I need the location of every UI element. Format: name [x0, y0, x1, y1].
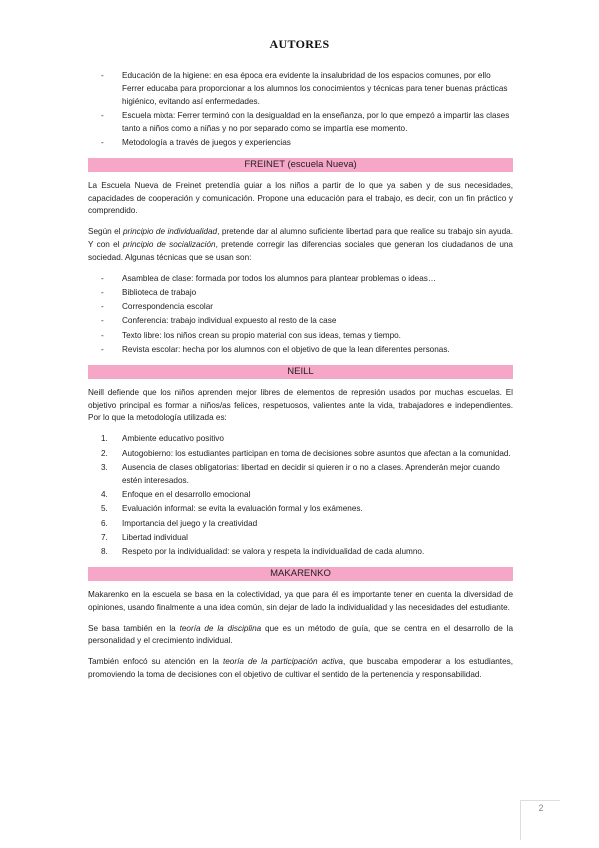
freinet-techniques-list: [88, 273, 513, 357]
list-item: - Educación de la higiene: en esa época era evidente la insalubridad de los espacios comunes, por ello Ferrer educaba para proporcionar a los alumnos los conocimientos y técnicas para tener buenas prácticas higiénico, evitando así enfermedades.: [88, 70, 513, 108]
list-item: [88, 448, 513, 461]
list-item: [88, 489, 513, 502]
emphasis-text: teoría de la participación activa: [222, 657, 343, 667]
neill-paragraph-1: Neill defiende que los niños aprenden mejor libres de elementos de represión usados por muchas escuelas. El objetivo principal es formar a niños/as felices, respetuosos, valientes ante la vida, trabajadores e independientes. Por lo que la metodología utilizada es:: [88, 387, 513, 423]
list-number: 8.: [101, 547, 108, 557]
list-number: 6.: [101, 518, 108, 528]
emphasis-text: principio de socialización: [122, 239, 216, 249]
list-item: - Escuela mixta: Ferrer terminó con la desigualdad en la enseñanza, por lo que empezó a impartir las clases tanto a niños como a niñas y no por separado como se impartía ese momento.: [88, 110, 513, 136]
list-number: 1.: [101, 434, 108, 444]
intro-list: [88, 70, 513, 150]
text-span: Según el: [88, 227, 123, 237]
list-number: 2.: [101, 448, 108, 458]
text-span: Se basa también en la: [88, 623, 180, 633]
page-number-divider-vertical: [520, 800, 521, 840]
makarenko-paragraph-2: [88, 623, 513, 649]
section-heading-freinet: FREINET (escuela Nueva): [88, 158, 513, 172]
list-item: - Biblioteca de trabajo: [88, 287, 513, 300]
page-content: [88, 70, 513, 690]
list-number: 3.: [101, 462, 108, 472]
neill-methodology-list: [88, 433, 513, 559]
page-number: 2: [538, 803, 544, 813]
list-item-text: Autogobierno: los estudiantes participan en toma de decisiones sobre asuntos que afectan a la comunidad.: [122, 448, 511, 458]
text-span: , pretende dar al alumno suficiente libertad para que realice su trabajo sin ayuda. Y con el: [88, 227, 513, 249]
makarenko-paragraph-1: Makarenko en la escuela se basa en la colectividad, ya que para él es importante tener en cuenta la diversidad de opiniones, usando finalmente a una idea común, sin dejar de lado la individualidad y las necesidades del estudiante.: [88, 589, 513, 612]
emphasis-text: teoría de la disciplina: [179, 623, 262, 633]
freinet-paragraph-1: La Escuela Nueva de Freinet pretendía guiar a los niños a partir de lo que ya saben y de sus necesidades, capacidades de cooperación y comunicación. Propone una educación para el trabajo, es decir, con un fin práctico y comprendido.: [88, 180, 513, 216]
list-item: - Texto libre: los niños crean su propio material con sus ideas, temas y tiempo.: [88, 330, 513, 343]
list-item-text: Ambiente educativo positivo: [122, 434, 224, 444]
list-item: - Conferencia: trabajo individual expuesto al resto de la case: [88, 315, 513, 328]
list-item-text: Evaluación informal: se evita la evaluación formal y los exámenes.: [122, 504, 363, 514]
list-item: - Metodología a través de juegos y experiencias: [88, 137, 513, 150]
list-item: - Asamblea de clase: formada por todos los alumnos para plantear problemas o ideas…: [88, 273, 513, 286]
list-item: [88, 546, 513, 559]
makarenko-paragraph-3: [88, 656, 513, 682]
list-number: 5.: [101, 504, 108, 514]
list-item-text: Respeto por la individualidad: se valora y respeta la individualidad de cada alumno.: [122, 547, 425, 557]
list-item: [88, 433, 513, 446]
text-span: , que buscaba empoderar a los estudiantes, promoviendo la toma de decisiones con el objetivo de cultivar el sentido de la pertenencia y responsabilidad.: [88, 657, 513, 679]
page-number-divider: [520, 800, 560, 801]
list-item-text: Ausencia de clases obligatorias: libertad en decidir si quieren ir o no a clases. Aprenderán mejor cuando estén interesados.: [122, 462, 500, 485]
list-number: 4.: [101, 489, 108, 499]
list-item-text: Libertad individual: [122, 532, 188, 542]
text-span: que es un método de guía, que se centra en el desarrollo de la personalidad y el crecimiento individual.: [88, 623, 514, 646]
list-item: - Revista escolar: hecha por los alumnos con el objetivo de que la lean diferentes personas.: [88, 344, 513, 357]
page-title: AUTORES: [269, 37, 330, 51]
list-item: [88, 532, 513, 545]
list-item-text: Importancia del juego y la creatividad: [122, 518, 258, 528]
list-item: [88, 518, 513, 531]
list-number: 7.: [101, 532, 108, 542]
text-span: , pretende corregir las diferencias sociales que generan los ciudadanos de una sociedad. Algunas técnicas que se usan son:: [88, 239, 513, 262]
text-span: También enfocó su atención en la: [88, 657, 223, 667]
section-heading-neill: NEILL: [88, 365, 513, 379]
list-item-text: Enfoque en el desarrollo emocional: [122, 489, 251, 499]
emphasis-text: principio de individualidad: [122, 227, 218, 237]
list-item: [88, 462, 513, 488]
list-item: [88, 503, 513, 516]
list-item: - Correspondencia escolar: [88, 301, 513, 314]
freinet-paragraph-2: [88, 226, 513, 264]
section-heading-makarenko: MAKARENKO: [88, 567, 513, 581]
